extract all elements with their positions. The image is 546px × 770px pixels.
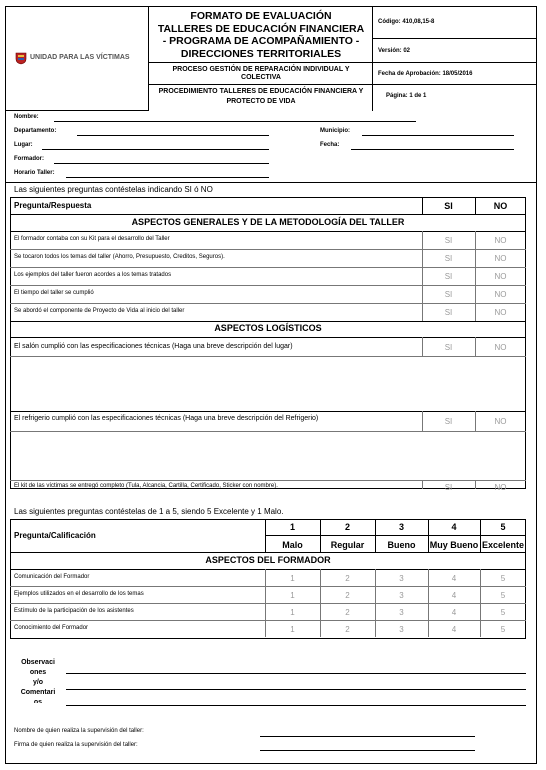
refrigerio-no-option[interactable]: NO [494, 417, 507, 426]
observations-line-1[interactable] [66, 673, 526, 674]
general-row-1-si-option[interactable]: SI [444, 236, 453, 245]
rating-row-3: Estímulo de la participación de los asistentes [14, 608, 134, 614]
refrigerio-si-option[interactable]: SI [444, 417, 453, 426]
rating-row-4-option-4[interactable]: 4 [451, 625, 457, 634]
rating-row-2-option-2[interactable]: 2 [345, 591, 350, 600]
nombre-label: Nombre: [14, 114, 39, 120]
rating-row-3-option-1[interactable]: 1 [290, 608, 295, 617]
rating-row-4-option-2[interactable]: 2 [345, 625, 350, 634]
obs-line-2: ones [29, 669, 47, 676]
rating-row-1-option-5[interactable]: 5 [500, 574, 506, 583]
evaluation-form [5, 6, 537, 764]
rating-row-2-option-4[interactable]: 4 [451, 591, 457, 600]
general-row-3-no-option[interactable]: NO [494, 272, 507, 281]
rating-row-2-option-5[interactable]: 5 [500, 591, 506, 600]
rating-row-1: Comunicación del Formador [14, 574, 90, 580]
header-si: SI [444, 201, 453, 211]
instruction-si-no: Las siguientes preguntas contéstelas indicando SI ó NO [14, 185, 213, 194]
page-label: Página: 1 de 1 [386, 93, 427, 99]
logistics-row-refrigerio: El refrigerio cumplió con las especificaciones técnicas (Haga una breve descripción del Refrigerio) [14, 415, 319, 422]
kit-no-option[interactable]: NO [494, 483, 507, 492]
general-row-3: Los ejemplos del taller fueron acordes a los temas tratados [14, 272, 172, 278]
supervisor-sign-label: Firma de quien realiza la supervisión del taller: [14, 742, 138, 748]
general-row-5-si-option[interactable]: SI [444, 308, 453, 317]
general-row-5-no-option[interactable]: NO [494, 308, 507, 317]
obs-line-5: os [33, 699, 43, 703]
salon-no-option[interactable]: NO [494, 343, 507, 352]
scale-number-2: 2 [344, 522, 350, 532]
scale-number-3: 3 [398, 522, 404, 532]
rating-group-title: ASPECTOS DEL FORMADOR [205, 555, 331, 565]
rating-row-4-option-3[interactable]: 3 [399, 625, 404, 634]
coat-of-arms-icon [14, 51, 28, 65]
general-row-2: Se tocaron todos los temas del taller (Ahorro, Presupuesto, Creditos, Seguros). [14, 254, 225, 260]
rating-row-1-option-2[interactable]: 2 [345, 574, 350, 583]
version-label: Versión: 02 [378, 48, 411, 54]
rating-row-3-option-3[interactable]: 3 [399, 608, 404, 617]
general-row-5: Se abordó el componente de Proyecto de Vida al inicio del taller [14, 308, 185, 314]
supervisor-name-field[interactable] [260, 736, 475, 737]
rating-row-3-option-4[interactable]: 4 [451, 608, 457, 617]
observations-label [14, 658, 62, 703]
scale-label-2: Regular [330, 540, 365, 550]
rating-row-1-option-4[interactable]: 4 [451, 574, 457, 583]
supervisor-name-label: Nombre de quien realiza la supervisión del taller: [14, 728, 144, 734]
logo-text: UNIDAD PARA LAS VÍCTIMAS [30, 54, 130, 61]
supervisor-sign-field[interactable] [260, 750, 475, 751]
rating-row-4: Conocimiento del Formador [14, 625, 89, 631]
horario-field[interactable] [66, 177, 269, 178]
code-label: Código: 410,08,15-8 [378, 19, 435, 25]
logistics-row-salon: El salón cumplió con las especificaciones técnicas (Haga una breve descripción del lugar) [14, 343, 293, 350]
formador-label: Formador: [14, 156, 44, 162]
observations-line-2[interactable] [66, 689, 526, 690]
scale-label-1: Malo [282, 540, 303, 550]
title-line-2: TALLERES DE EDUCACIÓN FINANCIERA [157, 22, 365, 35]
rating-row-3-option-2[interactable]: 2 [345, 608, 350, 617]
scale-label-3: Bueno [387, 540, 416, 550]
rating-header-question: Pregunta/Calificación [14, 531, 96, 540]
approval-date-label: Fecha de Aprobación: 18/05/2016 [378, 71, 473, 77]
general-row-3-si-option[interactable]: SI [444, 272, 453, 281]
scale-number-4: 4 [451, 522, 457, 532]
fecha-label: Fecha: [320, 142, 340, 148]
fecha-field[interactable] [351, 149, 514, 150]
title-line-3: - PROGRAMA DE ACOMPAÑAMIENTO - [162, 35, 360, 47]
obs-line-4: Comentari [20, 689, 56, 696]
general-row-4: El tiempo del taller se cumplió [14, 290, 94, 296]
scale-label-5: Excelente [481, 540, 525, 550]
header-question: Pregunta/Respuesta [14, 201, 92, 210]
group1-title: ASPECTOS GENERALES Y DE LA METODOLOGÍA DEL TALLER [131, 217, 405, 227]
municipio-label: Municipio: [320, 128, 350, 134]
departamento-field[interactable] [77, 135, 269, 136]
formador-field[interactable] [54, 163, 269, 164]
kit-si-option[interactable]: SI [444, 483, 453, 492]
general-row-4-si-option[interactable]: SI [444, 290, 453, 299]
rating-row-1-option-1[interactable]: 1 [290, 574, 295, 583]
refrigerio-description-area[interactable] [11, 432, 525, 480]
general-row-2-no-option[interactable]: NO [494, 254, 507, 263]
rating-row-4-option-5[interactable]: 5 [500, 625, 506, 634]
scale-number-5: 5 [500, 522, 506, 532]
municipio-field[interactable] [362, 135, 514, 136]
nombre-field[interactable] [54, 121, 416, 122]
general-row-1: El formador contaba con su Kit para el desarrollo del Taller [14, 236, 170, 242]
scale-number-1: 1 [289, 522, 295, 532]
instruction-rating: Las siguientes preguntas contéstelas de 1 a 5, siendo 5 Excelente y 1 Malo. [14, 507, 284, 516]
scale-label-4: Muy Bueno [429, 540, 479, 550]
procedure-label: PROCEDIMIENTO TALLERES DE EDUCACIÓN FINANCIERA Y PROTECTO DE VIDA [158, 88, 364, 105]
salon-description-area[interactable] [11, 357, 525, 411]
group2-title: ASPECTOS LOGÍSTICOS [214, 323, 322, 333]
rating-row-1-option-3[interactable]: 3 [399, 574, 404, 583]
departamento-label: Departamento: [14, 128, 57, 134]
obs-line-3: y/o [32, 679, 44, 686]
salon-si-option[interactable]: SI [444, 343, 453, 352]
header-no: NO [493, 201, 508, 211]
rating-row-3-option-5[interactable]: 5 [500, 608, 506, 617]
general-row-2-si-option[interactable]: SI [444, 254, 453, 263]
process-label: PROCESO GESTIÓN DE REPARACIÓN INDIVIDUAL Y COLECTIVA [172, 66, 350, 81]
rating-row-4-option-1[interactable]: 1 [290, 625, 295, 634]
general-row-1-no-option[interactable]: NO [494, 236, 507, 245]
title-line-1: FORMATO DE EVALUACIÓN [190, 10, 332, 22]
logo-cell [6, 7, 149, 111]
observations-line-3[interactable] [66, 705, 526, 706]
rating-row-2: Ejemplos utilizados en el desarrollo de los temas [14, 591, 144, 597]
rating-row-2-option-3[interactable]: 3 [399, 591, 404, 600]
horario-label: Horario Taller: [14, 170, 55, 176]
title-line-4: DIRECCIONES TERRITORIALES [180, 47, 342, 60]
form-title [150, 10, 372, 60]
logistics-row-kit: El kit de las víctimas se entregó completo (Tula, Alcancia, Cartilla, Certificado, Sticker con nombre). [14, 483, 278, 489]
general-row-4-no-option[interactable]: NO [494, 290, 507, 299]
obs-line-1: Observaci [21, 659, 55, 666]
lugar-label: Lugar: [14, 142, 33, 148]
rating-row-2-option-1[interactable]: 1 [290, 591, 295, 600]
lugar-field[interactable] [42, 149, 269, 150]
